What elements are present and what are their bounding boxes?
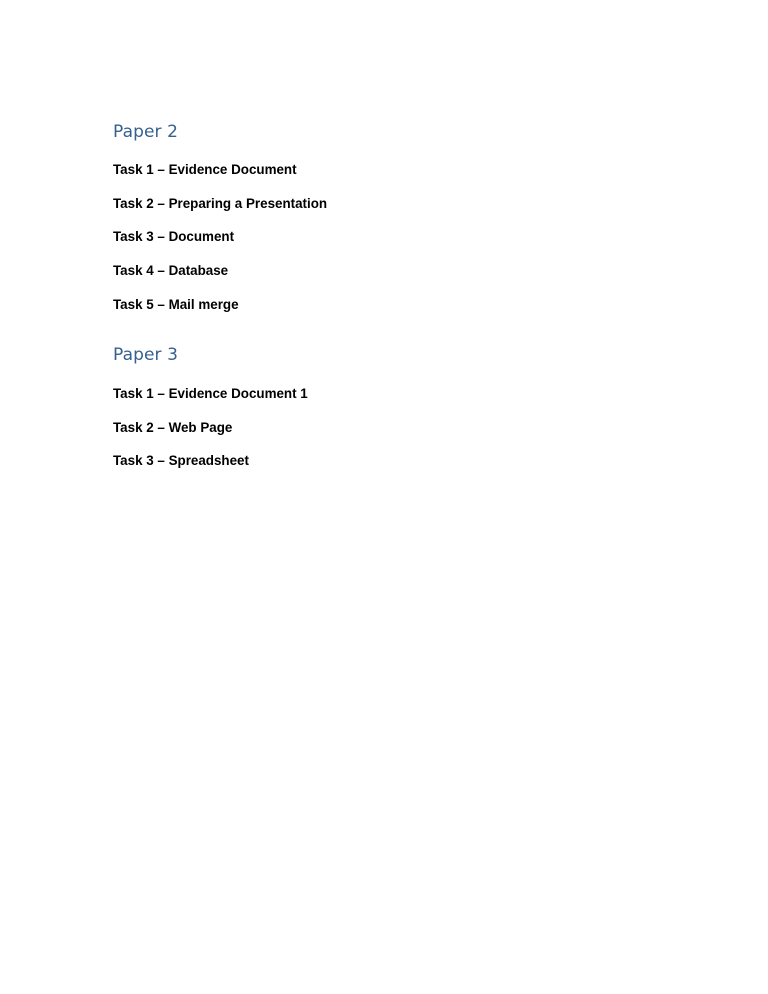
task-list-item: Task 2 – Web Page bbox=[113, 419, 233, 435]
paper-2-task-list bbox=[113, 162, 673, 330]
paper-2-heading: Paper 2 bbox=[113, 122, 179, 142]
task-list-item: Task 5 – Mail merge bbox=[113, 296, 239, 312]
task-list-item: Task 2 – Preparing a Presentation bbox=[113, 195, 328, 211]
paper-3-section bbox=[113, 344, 673, 487]
task-list-item: Task 3 – Spreadsheet bbox=[113, 453, 249, 469]
paper-3-task-list bbox=[113, 386, 673, 487]
paper-2-section bbox=[113, 121, 673, 330]
paper-3-heading: Paper 3 bbox=[113, 345, 179, 365]
task-list-item: Task 3 – Document bbox=[113, 229, 235, 245]
task-list-item: Task 4 – Database bbox=[113, 263, 229, 279]
task-list-item: Task 1 – Evidence Document bbox=[113, 162, 297, 177]
task-list-item: Task 1 – Evidence Document 1 bbox=[113, 386, 308, 401]
